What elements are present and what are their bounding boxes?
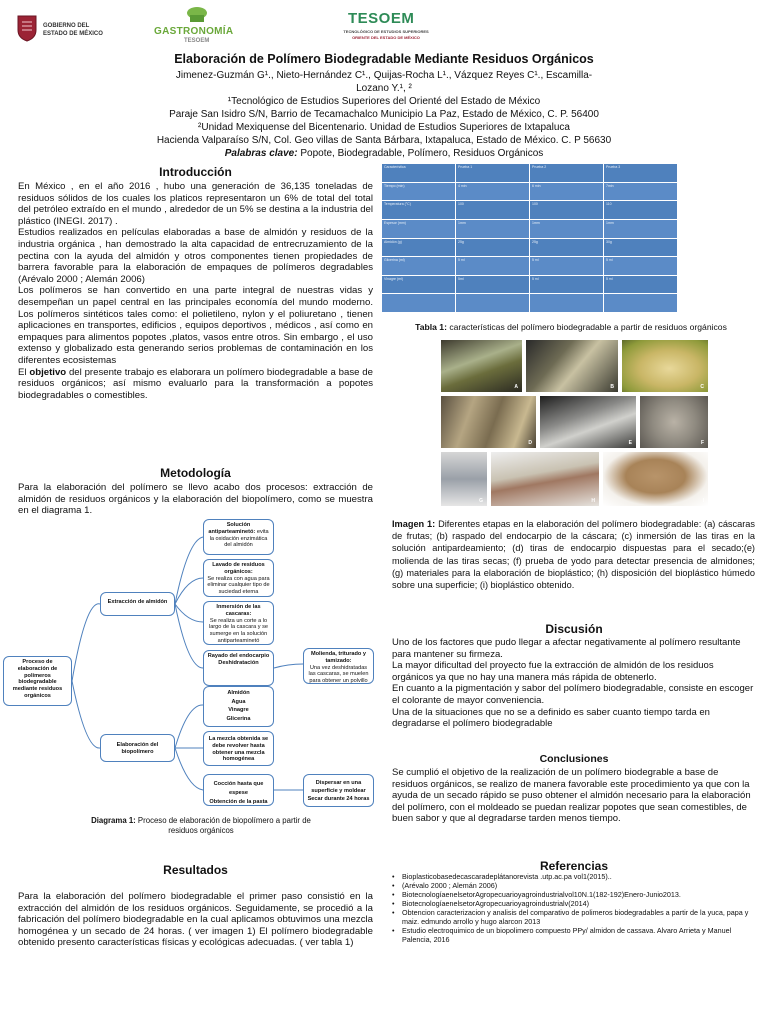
secado-text: Secar durante 24 horas	[307, 796, 370, 802]
solucion-title: Solución antiparteaminetó:	[208, 522, 256, 535]
characteristics-table	[381, 163, 678, 313]
objective-text: del presente trabajo es elaborara un polímero biodegradable a base de residuos orgánicos; así mismo evaluarlo para la transformación a popotes biodegradables o comestibles.	[18, 366, 373, 401]
photo-label-i: I	[702, 498, 704, 504]
photo-label-a: A	[514, 384, 518, 390]
conclusiones-paragraph: Se cumplió el objetivo de la realización de un polímero biodegrable a base de residuos orgánicos, se realizo de manera favorable este procedimiento ya que con la ayuda de un secado rápido se puso obtener el almidón necesario para la elaboración del polímero, con el moldeado se puedan realizar popotes que sean comestibles, de buen sabor y que al degradarse tarden menos tiempo.	[392, 767, 751, 825]
metodologia-paragraph: Para la elaboración del polímero se llevo acabo dos procesos: extracción de almidón de residuos orgánicos y la elaboración del biopolímero, como se muestra en el diagrama 1.	[18, 482, 373, 517]
table-row	[382, 294, 678, 313]
photo-caption	[392, 518, 755, 591]
reference-item: • (Arévalo 2000 ; Alemán 2006)	[392, 881, 754, 890]
lavado-title: Lavado de residuos orgánicos:	[212, 562, 265, 575]
intro-paragraph-4	[18, 367, 373, 402]
tesoem-subtext-1: TECNOLÓGICO DE ESTUDIOS SUPERIORES	[343, 29, 429, 34]
table-row	[382, 275, 678, 294]
table-cell: 110	[604, 201, 678, 220]
photo-f-iodine-test	[640, 396, 708, 448]
photo-label-g: G	[479, 498, 483, 504]
pasta-text: Obtención de la pasta	[209, 799, 268, 805]
resultados-heading: Resultados	[163, 863, 228, 877]
reference-item: • Bioplasticobasedecascaradeplátanorevista .utp.ac.pa vol1(2015)..	[392, 872, 754, 881]
photo-d-drying-strips	[441, 396, 536, 448]
table-cell	[530, 294, 604, 313]
lavado-text: Se realiza con agua para eliminar cualquier tipo de suciedad eterna	[207, 575, 270, 596]
discusion-paragraph-4: Una de la situaciones que no se a definido es saber cuanto tiempo tarda en degradarse el polímero biodegradable	[392, 706, 710, 730]
table-cell: Tiempo (min)	[382, 182, 456, 201]
conclusiones-heading: Conclusiones	[539, 753, 609, 765]
photo-label-c: C	[700, 384, 704, 390]
tesoem-text: TESOEM	[348, 10, 415, 27]
authors-line-1: Jimenez-Guzmán G¹., Nieto-Hernández C¹., Quijas-Rocha L¹., Vázquez Reyes C¹., Escamilla-	[175, 70, 593, 81]
ingrediente-agua: Agua	[231, 698, 246, 705]
table-row	[382, 164, 678, 183]
photo-b-scraping	[526, 340, 618, 392]
reference-item: • BiotecnologíaenelsetorAgropecuarioyagroindustrialv(2014)	[392, 899, 754, 908]
diagram-node-mezcla: La mezcla obtenida se debe revolver hasta obtener una mezcla homogénea	[203, 731, 274, 766]
photo-label-e: E	[628, 440, 632, 446]
affiliation-2-address: Hacienda Valparaíso S/N, Col. Geo villas de Santa Bárbara, Ixtapaluca, Estado de México. C. P 56630	[156, 135, 612, 146]
table-row	[382, 201, 678, 220]
table-cell	[382, 294, 456, 313]
affiliation-2: ²Unidad Mexiquense del Bicentenario. Unidad de Estudios Superiores de Ixtapaluca	[198, 122, 570, 133]
table-cell: 1mm	[456, 219, 530, 238]
intro-paragraph-2: Estudios realizados en películas elaboradas a base de almidón y residuos de la industria orgánica , han demostrado la alta capacidad de entrecruzamiento de la pectina con la ayuda del almidón y otros componentes tienen propiedades de barrera favorable para la elaboración de empaques de polímeros degradables (Arévalo 2000 ; Alemán 2006)	[18, 227, 373, 285]
gastronomia-subtext: TESOEM	[184, 38, 210, 44]
gobierno-emblem-icon	[16, 14, 38, 42]
photo-label-f: F	[700, 440, 704, 446]
affiliation-1-address: Paraje San Isidro S/N, Barrio de Tecamachalco Municipio La Paz, Estado de México, C. P. 56400	[169, 109, 599, 120]
photo-e-milling	[540, 396, 636, 448]
discusion-paragraph-2: La mayor dificultad del proyecto fue la extracción de almidón de los residuos orgánicos ya que no hay una manera más rápida de obtenerlo.	[392, 660, 714, 683]
table-cell: 5 ml	[530, 257, 604, 276]
diagram-node-coccion	[203, 774, 274, 806]
keywords-label: Palabras clave:	[224, 148, 298, 159]
photo-h-wet-bioplastic	[491, 452, 599, 506]
photo-a-fruit-peels	[441, 340, 522, 392]
table-cell: 5 ml	[530, 275, 604, 294]
discusion-paragraph-3: En cuanto a la pigmentación y sabor del polímero biodegradable, consiste en escoger el colorante de mayor conveniencia.	[392, 683, 754, 706]
table-cell: Espesor (mm)	[382, 219, 456, 238]
table-cell: Temperatura (°C)	[382, 201, 456, 220]
diagram-node-lavado	[203, 559, 274, 597]
table-cell: 5ml	[456, 275, 530, 294]
objective-bold: objetivo	[29, 366, 67, 378]
referencias-heading: Referencias	[539, 859, 609, 873]
rayado-text: Rayado del endocarpio	[207, 653, 270, 659]
table-cell: 25g	[456, 238, 530, 257]
table-cell: Glicerina (ml)	[382, 257, 456, 276]
table-row	[382, 182, 678, 201]
intro-body	[18, 181, 373, 401]
table-cell: 4 min	[456, 182, 530, 201]
gobierno-text-1: GOBIERNO DEL	[43, 23, 90, 29]
discusion-body	[392, 637, 756, 730]
metodologia-heading: Metodología	[160, 466, 231, 480]
table-cell	[456, 294, 530, 313]
reference-item: • Obtencion caracterizacion y analisis del comparativo de polimeros biodegradables a partir de la yuca, papa y maiz. edmundo arrollo y hugo alarcon 2013	[392, 908, 754, 926]
gastronomia-logo	[150, 6, 242, 48]
photo-caption-label: Imagen 1:	[392, 519, 436, 529]
table-cell: Característica	[382, 164, 456, 183]
ingrediente-vinagre: Vinagre	[228, 707, 249, 714]
diagram-node-ingredientes	[203, 686, 274, 727]
photo-label-b: B	[610, 384, 614, 390]
objective-prefix: El	[18, 366, 30, 378]
molienda-title: Molienda, triturado y tamizado:	[310, 651, 366, 664]
reference-item: • BiotecnologíaenelsetorAgropecuarioyagroindustrialvol10N.1(182-192)Enero-Junio2013.	[392, 890, 754, 899]
table-cell: 7min	[604, 182, 678, 201]
tesoem-subtext-2: ORIENTE DEL ESTADO DE MÉXICO	[352, 35, 420, 40]
coccion-text: Cocción hasta que espese	[213, 781, 264, 796]
gobierno-logo	[16, 14, 106, 44]
diagram-caption-label: Diagrama 1:	[91, 816, 136, 825]
intro-heading: Introducción	[159, 165, 232, 179]
poster-title: Elaboración de Polímero Biodegradable Mediante Residuos Orgánicos	[174, 52, 594, 66]
ingrediente-almidon: Almidón	[227, 690, 250, 696]
photo-label-h: H	[591, 498, 595, 504]
table-cell: Almidón (g)	[382, 238, 456, 257]
table-caption-text: características del polímero biodegradable a partir de residuos orgánicos	[446, 322, 727, 332]
table-cell: Prueba 2	[530, 164, 604, 183]
table-row	[382, 219, 678, 238]
photo-c-immersion	[622, 340, 708, 392]
table-cell: 5 ml	[456, 257, 530, 276]
diagram-node-rayado	[203, 650, 274, 686]
tesoem-logo	[336, 10, 436, 46]
conclusiones-body	[392, 767, 756, 825]
photo-g-materials	[441, 452, 487, 506]
chef-hat-icon	[182, 6, 212, 24]
table-cell: 6 min	[530, 182, 604, 201]
inmersion-text: Se realiza un corte a lo largo de la cascara y se sumerge en la solución antiparteaminetó	[208, 617, 269, 644]
intro-paragraph-3: Los polímeros se han convertido en una parte integral de nuestras vidas y desempeñan un papel central en las principales economía del mundo moderno. Los polímeros sintéticos tales como: el polietileno, nylon y el poliuretano , tienen aplicaciones en transportes, edificios , equipos deportivos , médicos , así como en empaques para alimentos popotes ,platos, vasos entre otros. Sin embargo , el uso extenso y globalizado esta generando serios problemas de contaminación en los diferentes ecosistemas	[18, 285, 373, 366]
photo-caption-text: Diferentes etapas en la elaboración del polímero biodegradable: (a) cáscaras de frutas; (b) raspado del endocarpio de la cáscara; (c) inmersión de las tiras en la solución antipardeamiento; (d) tiras de endocarpio dispuestas para el secado;(e) molienda de las tiras secas; (f) prueba de yodo para detectar presencia de almidones; (g) materiales para la elaboración de bioplástico; (h) disposición del bioplástico húmedo sobre una superficie; (i) bioplástico obtenido.	[392, 519, 755, 591]
table-cell: 5 ml	[604, 257, 678, 276]
diagram-caption-text: Proceso de elaboración de biopolímero a partir de residuos orgánicos	[135, 816, 311, 835]
table-cell: 30g	[604, 238, 678, 257]
gastronomia-text: GASTRONOMÍA	[154, 26, 234, 37]
table-caption-label: Tabla 1:	[415, 322, 447, 332]
table-cell: 25g	[530, 238, 604, 257]
table-cell: 5 ml	[604, 275, 678, 294]
photo-i-bioplastic-result	[603, 452, 708, 506]
solucion-text: evita la oxidación enzimática del almidón	[209, 528, 269, 549]
table-cell: Prueba 1	[456, 164, 530, 183]
table-cell	[604, 294, 678, 313]
diagram-caption	[76, 816, 326, 836]
photo-label-d: D	[528, 440, 532, 446]
diagram-node-inmersion	[203, 601, 274, 645]
referencias-list	[392, 872, 754, 944]
gobierno-text-2: ESTADO DE MÉXICO	[43, 31, 103, 37]
resultados-body	[18, 891, 373, 949]
diagram-root-node: Proceso de elaboración de polímeros biodegradable mediante residuos orgánicos	[3, 656, 72, 706]
molienda-text: Una vez deshidratadas las cascaras, se muelen para obtener un polvillo	[308, 664, 369, 685]
ingrediente-glicerina: Glicerina	[226, 715, 251, 722]
inmersion-title: Inmersión de las cascaras:	[216, 604, 261, 617]
intro-paragraph-1: En México , en el año 2016 , hubo una generación de 36,135 toneladas de residuos sólidos de los cuales los platicos representaron un 6% de total del total del petróleo extraído en el mundo , alrededor de un 5% se destina a la industria del plástico (INEGI. 2017) .	[18, 181, 373, 227]
discusion-heading: Discusión	[545, 622, 603, 636]
resultados-paragraph: Para la elaboración del polímero biodegradable el primer paso consistió en la extracción del almidón de los residuos orgánicos. Seguidamente, se procedió a la fabricación del polímero biodegradable en la cual aplicamos obtuvimos una mezcla homogénea y un secado de 24 horas. ( ver imagen 1) El polímero biodegradable obtenido presento características físicas y ecológicas adecuadas. ( ver tabla 1)	[18, 891, 373, 949]
diagram-branch-extraccion: Extracción de almidón	[100, 592, 175, 616]
deshidratacion-text: Deshidratación	[218, 659, 259, 666]
diagram-node-solucion	[203, 519, 274, 555]
table-row	[382, 238, 678, 257]
keywords-text: Popote, Biodegradable, Polímero, Residuos Orgánicos	[297, 148, 544, 159]
table-cell: 100	[530, 201, 604, 220]
discusion-paragraph-1: Uno de los factores que pudo llegar a afectar negativamente al polímero resultante para mantener su firmeza.	[392, 637, 741, 660]
table-cell: 1mm	[604, 219, 678, 238]
diagram-branch-biopolimero: Elaboración del biopolímero	[100, 734, 175, 762]
authors-line-2: Lozano Y.¹, ²	[356, 83, 412, 94]
table-caption	[381, 322, 761, 333]
diagram-node-secado	[303, 774, 374, 807]
table-cell: 100	[456, 201, 530, 220]
table-cell: Prueba 3	[604, 164, 678, 183]
metodologia-body	[18, 482, 373, 517]
affiliation-1: ¹Tecnológico de Estudios Superiores del Orienté del Estado de México	[227, 96, 541, 107]
dispersar-text: Dispersar en una superficie y moldear	[311, 780, 366, 794]
table-cell: Vinagre (ml)	[382, 275, 456, 294]
table-cell: 1mm	[530, 219, 604, 238]
diagram-node-molienda	[303, 648, 374, 684]
reference-item: • Estudio electroquimico de un biopolimero compuesto PPy/ almidon de cassava. Alvaro Arrieta y Manuel Palencia, 2016	[392, 926, 754, 944]
keywords	[0, 147, 768, 160]
table-row	[382, 257, 678, 276]
